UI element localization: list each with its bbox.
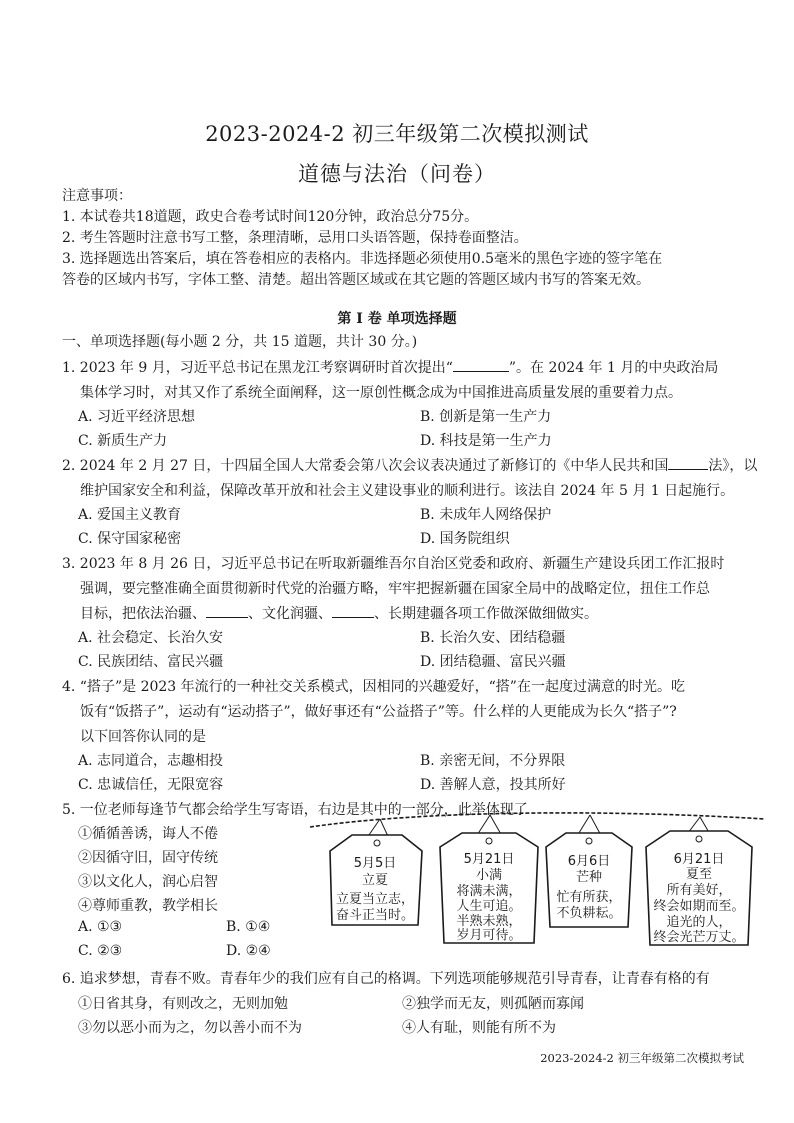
q5-option-d: D. ②④ xyxy=(226,943,271,959)
q3-blank-1 xyxy=(206,605,248,618)
tag-line: 人生可追。 xyxy=(456,899,522,914)
tag-line: 岁月可待。 xyxy=(456,928,522,943)
q3-option-c: C. 民族团结、富民兴疆 xyxy=(78,654,224,670)
q2-option-d: D. 国务院组织 xyxy=(420,531,510,547)
q4-option-b: B. 亲密无间，不分界限 xyxy=(420,753,566,769)
section-intro: 一、单项选择题(每小题 2 分，共 15 道题，共计 30 分。) xyxy=(62,334,418,350)
q2-blank xyxy=(668,457,708,470)
q1-option-a: A. 习近平经济思想 xyxy=(78,409,196,425)
tag-line: 奋斗正当时。 xyxy=(335,908,415,923)
tag-line: 将满未满， xyxy=(456,884,522,899)
notes-item: 3. 选择题选出答案后，填在答卷相应的表格内。非选择题必须使用0.5毫米的黑色字迹的签字笔在 xyxy=(62,251,663,267)
tag-term: 芒种 xyxy=(575,870,603,885)
tag-line: 立夏当立志， xyxy=(335,892,415,907)
q1-text-a: 1. 2023 年 9 月，习近平总书记在黑龙江考察调研时首次提出“ xyxy=(62,360,453,376)
q1-option-b: B. 创新是第一生产力 xyxy=(420,409,552,425)
part-title: 第 I 卷 单项选择题 xyxy=(337,311,457,327)
page-footer: 2023-2024-2 初三年级第二次模拟考试 xyxy=(540,1051,744,1065)
q4-stem-line3: 以下回答你认同的是 xyxy=(80,729,206,745)
q3-option-a: A. 社会稳定、长治久安 xyxy=(78,630,224,646)
q5-statement-1: ①循循善诱，诲人不倦 xyxy=(78,826,218,842)
tag-term: 小满 xyxy=(475,868,503,883)
notes-item: 2. 考生答题时注意书写工整，条理清晰，忌用口头语答题，保持卷面整洁。 xyxy=(62,230,528,246)
q2-text-b: 法》，以 xyxy=(708,458,758,474)
q1-stem-line2: 集体学习时，对其又作了系统全面阐释，这一原创性概念成为中国推进高质量发展的重要着力点。 xyxy=(80,385,682,401)
tag-date: 5月5日 xyxy=(353,856,397,871)
tag-date: 6月6日 xyxy=(567,854,611,869)
q6-statement-3: ③勿以恶小而为之，勿以善小而不为 xyxy=(78,1020,302,1036)
q2-stem-line2: 维护国家安全和利益，保障改革开放和社会主义建设事业的顺利进行。该法自 2024 年 5 月 1 日起施行。 xyxy=(80,483,735,499)
tag-date: 6月21日 xyxy=(673,852,725,867)
tag-line: 终会光芒万丈。 xyxy=(653,930,745,945)
q2-option-c: C. 保守国家秘密 xyxy=(78,531,182,547)
tag-date: 5月21日 xyxy=(463,852,515,867)
q3-text-c: 、长期建疆各项工作做深做细做实。 xyxy=(374,606,598,622)
tag-term: 夏至 xyxy=(685,867,713,882)
tag-line: 追光的人， xyxy=(666,915,732,930)
question-6-stem: 6. 追求梦想，青春不败。青春年少的我们应有自己的格调。下列选项能够规范引导青春，让青春有格的有 xyxy=(62,971,710,987)
tag-term: 立夏 xyxy=(361,873,389,888)
string-line xyxy=(310,813,765,827)
q1-blank xyxy=(453,359,509,372)
q5-statement-4: ④尊师重教，教学相长 xyxy=(78,898,218,914)
q6-statement-2: ②独学而无友，则孤陋而寡闻 xyxy=(402,996,584,1012)
q5-option-b: B. ①④ xyxy=(226,919,271,935)
notes-item: 答卷的区域内书写，字体工整、清楚。超出答题区域或在其它题的答题区域内书写的答案无效。 xyxy=(62,272,650,288)
q5-option-a: A. ①③ xyxy=(78,919,123,935)
question-4-stem: 4. “搭子”是 2023 年流行的一种社交关系模式，因相同的兴趣爱好，“搭”在一起度过满意的时光。吃 xyxy=(62,679,685,695)
tag-line: 所有美好， xyxy=(666,883,732,898)
notes-section xyxy=(62,186,742,291)
q2-option-b: B. 未成年人网络保护 xyxy=(420,507,552,523)
question-5-stem: 5. 一位老师每逢节气都会给学生写寄语，右边是其中的一部分，此举体现了 xyxy=(62,802,528,818)
q3-text-a: 目标，把依法治疆、 xyxy=(80,606,206,622)
q3-text-b: 、文化润疆、 xyxy=(248,606,332,622)
q1-option-c: C. 新质生产力 xyxy=(78,433,168,449)
q3-option-b: B. 长治久安、团结稳疆 xyxy=(420,630,566,646)
notes-item: 1. 本试卷共18道题，政史合卷考试时间120分钟，政治总分75分。 xyxy=(62,209,479,225)
tag-line: 忙有所获， xyxy=(556,890,622,905)
question-2-stem xyxy=(62,455,757,475)
q3-stem-line3 xyxy=(80,603,598,623)
tag-line: 终会如期而至。 xyxy=(653,899,745,914)
q4-option-c: C. 忠诚信任，无限宽容 xyxy=(78,777,224,793)
exam-subtitle: 道德与法治（问卷） xyxy=(298,162,496,186)
q2-text-a: 2. 2024 年 2 月 27 日，十四届全国人大常委会第八次会议表决通过了新修订的《中华人民共和国 xyxy=(62,458,669,474)
q5-statement-3: ③以文化人，润心启智 xyxy=(78,874,218,890)
q4-stem-line2: 饭有“饭搭子”，运动有“运动搭子”，做好事还有“公益搭子”等。什么样的人更能成为长久“搭子”? xyxy=(80,704,677,720)
q4-option-d: D. 善解人意，投其所好 xyxy=(420,777,566,793)
notes-heading: 注意事项： xyxy=(62,188,132,204)
q6-statement-1: ①日省其身，有则改之，无则加勉 xyxy=(78,996,288,1012)
q1-option-d: D. 科技是第一生产力 xyxy=(420,433,552,449)
solar-term-tags-illustration xyxy=(300,805,770,955)
exam-title: 2023-2024-2 初三年级第二次模拟测试 xyxy=(205,122,589,146)
q1-text-b: ”。在 2024 年 1 月的中央政治局 xyxy=(508,360,719,376)
q3-option-d: D. 团结稳疆、富民兴疆 xyxy=(420,654,566,670)
q6-statement-4: ④人有耻，则能有所不为 xyxy=(402,1020,556,1036)
q5-option-c: C. ②③ xyxy=(78,943,123,959)
q2-option-a: A. 爱国主义教育 xyxy=(78,507,182,523)
question-3-stem: 3. 2023 年 8 月 26 日，习近平总书记在听取新疆维吾尔自治区党委和政府、新疆生产建设兵团工作汇报时 xyxy=(62,556,725,572)
question-1-stem xyxy=(62,357,718,377)
q5-statement-2: ②因循守旧，固守传统 xyxy=(78,850,218,866)
tag-line: 半熟未熟， xyxy=(456,914,522,929)
q3-blank-2 xyxy=(332,605,374,618)
q4-option-a: A. 志同道合，志趣相投 xyxy=(78,753,224,769)
q3-stem-line2: 强调，要完整准确全面贯彻新时代党的治疆方略，牢牢把握新疆在国家全局中的战略定位，扭住工作总 xyxy=(80,581,710,597)
tag-line: 不负耕耘。 xyxy=(556,906,622,921)
